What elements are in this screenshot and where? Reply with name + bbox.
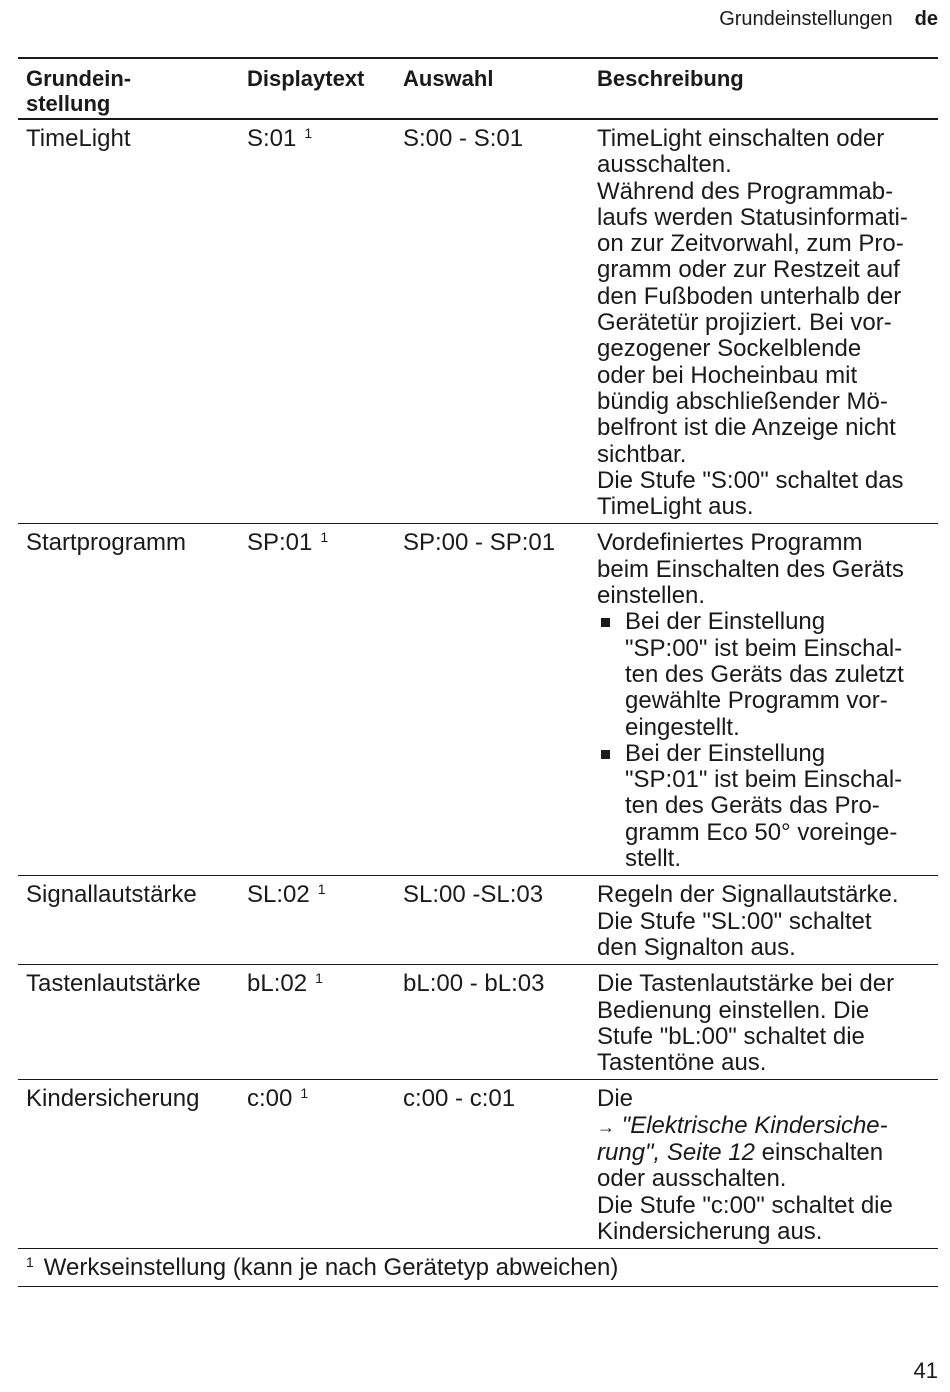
display-text: SP:01 (247, 529, 313, 557)
setting-name: Signallautstärke (18, 876, 239, 965)
setting-name: Kindersicherung (18, 1080, 239, 1249)
setting-name: Tastenlautstärke (18, 965, 239, 1080)
display-cell (239, 1080, 395, 1249)
footnote-row (18, 1249, 938, 1287)
display-cell (239, 524, 395, 876)
setting-name: Startprogramm (18, 524, 239, 876)
description-intro: Die (597, 1085, 634, 1113)
display-text: SL:02 (247, 881, 310, 909)
description-rest: einschalten oder ausschalten. Die Stufe "c:00" schaltet die Kindersicherung aus. (597, 1138, 893, 1245)
footnote-ref: 1 (315, 970, 323, 987)
bullet-text: Bei der Einstellung "SP:01" ist beim Einschal- ten des Geräts das Pro- gramm Eco 50° voreinge- stellt. (625, 739, 903, 873)
bullet-text: Bei der Einstellung "SP:00" ist beim Einschal- ten des Geräts das zuletzt gewählte Programm vor- eingestellt. (625, 608, 904, 741)
selection-range: bL:00 - bL:03 (395, 965, 589, 1080)
table-header-row (18, 58, 938, 119)
settings-table (18, 57, 938, 1287)
table-row (18, 965, 938, 1080)
bullet-list (597, 609, 932, 872)
footnote (18, 1249, 938, 1287)
description: Die Tastenlautstärke bei der Bedienung einstellen. Die Stufe "bL:00" schaltet die Tastentöne aus. (589, 965, 938, 1080)
page-number: 41 (913, 1358, 938, 1383)
footnote-ref: 1 (304, 125, 313, 141)
header-selection: Auswahl (395, 58, 589, 119)
display-cell (239, 965, 395, 1080)
description (589, 524, 938, 876)
page-header (719, 8, 938, 31)
selection-range: c:00 - c:01 (395, 1080, 589, 1249)
list-item (597, 609, 932, 740)
selection-range: SP:00 - SP:01 (395, 524, 589, 876)
description-intro: Vordefiniertes Programm beim Einschalten des Geräts einstellen. (597, 529, 904, 610)
footnote-mark: 1 (26, 1254, 34, 1271)
description: Regeln der Signallautstärke. Die Stufe "SL:00" schaltet den Signalton aus. (589, 876, 938, 965)
table-row (18, 1080, 938, 1249)
list-item (597, 741, 932, 872)
description (589, 1080, 938, 1249)
table-row (18, 119, 938, 524)
display-text: S:01 (247, 125, 297, 152)
footnote-ref: 1 (300, 1085, 309, 1102)
selection-range: SL:00 -SL:03 (395, 876, 589, 965)
display-text: bL:02 (247, 970, 308, 998)
footnote-ref: 1 (320, 529, 329, 546)
footnote-text: Werkseinstellung (kann je nach Gerätetyp abweichen) (43, 1254, 619, 1282)
table-row (18, 524, 938, 876)
language-code: de (914, 8, 938, 30)
display-text: c:00 (247, 1085, 293, 1113)
setting-name: TimeLight (18, 119, 239, 524)
arrow-right-icon: → (597, 1116, 615, 1137)
header-setting: Grundein- stellung (18, 58, 239, 119)
square-bullet-icon (601, 618, 610, 627)
header-description: Beschreibung (589, 58, 938, 119)
selection-range: S:00 - S:01 (395, 119, 589, 524)
display-cell (239, 119, 395, 524)
table-row (18, 876, 938, 965)
section-title: Grundeinstellungen (719, 8, 893, 30)
footnote-ref: 1 (317, 881, 326, 898)
square-bullet-icon (601, 750, 610, 759)
display-cell (239, 876, 395, 965)
description: TimeLight einschalten oder ausschalten. Während des Programmab- laufs werden Statusinformati- on zur Zeitvorwahl, zum Pro- gramm oder zur Restzeit auf den Fußboden unterhalb der Gerätetür projiziert. Bei vor- gezogener Sockelblende oder bei Hocheinbau mit bündig abschließender Mö- belfront ist die Anzeige nicht sichtbar. Die Stufe "S:00" schaltet das TimeLight aus. (589, 119, 938, 524)
cross-reference-link[interactable]: "Elektrische Kindersiche- rung", Seite 12 (597, 1111, 888, 1166)
header-display: Displaytext (239, 58, 395, 119)
